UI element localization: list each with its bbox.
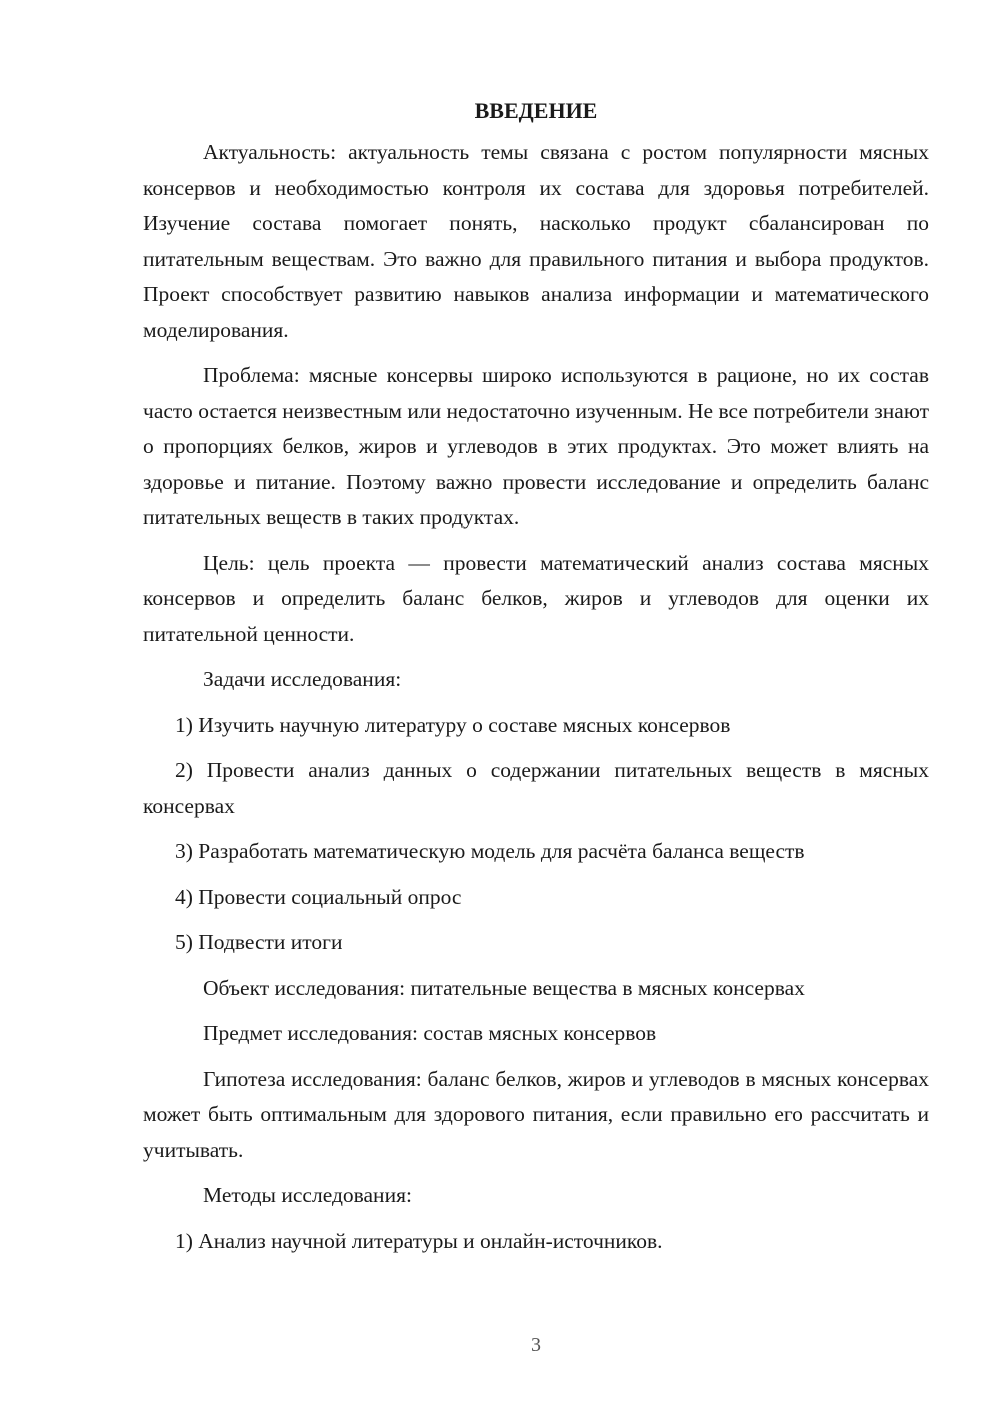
paragraph-subject: Предмет исследования: состав мясных консервов <box>203 1021 657 1045</box>
page-number: 3 <box>531 1334 541 1356</box>
task-item-3: 3) Разработать математическую модель для расчёта баланса веществ <box>175 839 805 863</box>
task-item-2: 2) Провести анализ данных о содержании питательных веществ в мясных консервах <box>143 758 929 818</box>
paragraph-problem: Проблема: мясные консервы широко используются в рационе, но их состав часто остается неизвестным или недостаточно изученным. Не все потребители знают о пропорциях белков, жиров и углеводов в этих продуктах. Это может влиять на здоровье и питание. Поэтому важно провести исследование и определить баланс питательных веществ в таких продуктах. <box>143 363 929 529</box>
paragraph-hypothesis: Гипотеза исследования: баланс белков, жиров и углеводов в мясных консервах может быть оптимальным для здорового питания, если правильно его рассчитать и учитывать. <box>143 1066 929 1162</box>
paragraph-relevance: Актуальность: актуальность темы связана с ростом популярности мясных консервов и необходимостью контроля их состава для здоровья потребителей. Изучение состава помогает понять, насколько продукт сбалансирован по питательным веществам. Это важно для правильного питания и выбора продуктов. Проект способствует развитию навыков анализа информации и математического моделирования. <box>143 140 929 342</box>
method-item-1: 1) Анализ научной литературы и онлайн-источников. <box>175 1228 663 1253</box>
methods-heading: Методы исследования: <box>203 1183 412 1207</box>
task-item-1: 1) Изучить научную литературу о составе мясных консервов <box>175 712 731 737</box>
paragraph-object: Объект исследования: питательные вещества в мясных консервах <box>203 975 805 1000</box>
task-item-4: 4) Провести социальный опрос <box>175 884 462 909</box>
document-page <box>143 95 929 1259</box>
paragraph-goal: Цель: цель проекта — провести математический анализ состава мясных консервов и определить баланс белков, жиров и углеводов для оценки их питательной ценности. <box>143 550 929 646</box>
task-item-5: 5) Подвести итоги <box>175 930 343 954</box>
tasks-heading: Задачи исследования: <box>203 667 402 691</box>
section-title: ВВЕДЕНИЕ <box>474 98 598 123</box>
